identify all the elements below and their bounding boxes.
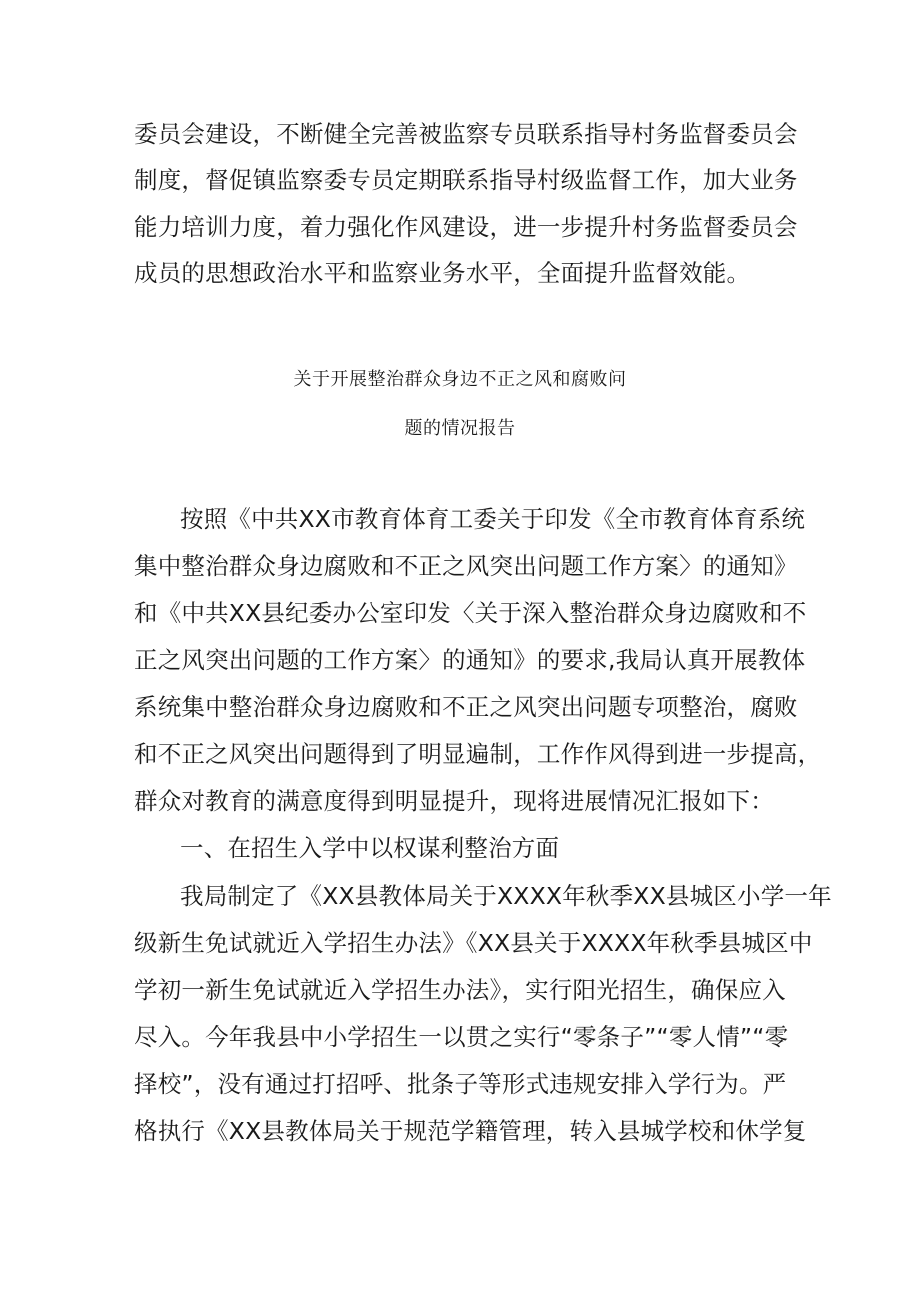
section-line: 尽入。今年我县中小学招生一以贯之实行“零条子”“零人情”“零 bbox=[134, 1023, 789, 1051]
paragraph-line: 成员的思想政治水平和监察业务水平，全面提升监督效能。 bbox=[134, 259, 751, 287]
intro-line: 系统集中整治群众身边腐败和不正之风突出问题专项整治，腐败 bbox=[134, 693, 798, 721]
paragraph-line: 制度，督促镇监察委专员定期联系指导村级监督工作，加大业务 bbox=[134, 166, 798, 194]
intro-line: 和《中共XX县纪委办公室印发〈关于深入整治群众身边腐败和不 bbox=[134, 599, 807, 627]
intro-line: 集中整治群众身边腐败和不正之风突出问题工作方案〉的通知》 bbox=[134, 552, 798, 580]
section-line: 级新生免试就近入学招生办法》《XX县关于XXXX年秋季县城区中 bbox=[134, 929, 813, 957]
intro-line: 群众对教育的满意度得到明显提升，现将进展情况汇报如下： bbox=[134, 787, 774, 815]
section-line: 择校”，没有通过打招呼、批条子等形式违规安排入学行为。严 bbox=[134, 1070, 787, 1098]
paragraph-line: 委员会建设，不断健全完善被监察专员联系指导村务监督委员会 bbox=[134, 120, 798, 148]
section-heading: 一、在招生入学中以权谋利整治方面 bbox=[180, 834, 560, 862]
section-line: 格执行《XX县教体局关于规范学籍管理，转入县城学校和休学复 bbox=[134, 1117, 807, 1145]
intro-line: 和不正之风突出问题得到了明显遍制，工作作风得到进一步提高， bbox=[134, 740, 822, 768]
intro-line: 正之风突出问题的工作方案〉的通知》的要求,我局认真开展教体 bbox=[134, 646, 806, 674]
paragraph-line: 能力培训力度，着力强化作风建设，进一步提升村务监督委员会 bbox=[134, 213, 798, 241]
report-title-line: 题的情况报告 bbox=[404, 418, 516, 439]
section-line: 我局制定了《XX县教体局关于XXXX年秋季XX县城区小学一年 bbox=[180, 882, 832, 910]
intro-line: 按照《中共XX市教育体育工委关于印发《全市教育体育系统 bbox=[180, 505, 806, 533]
section-line: 学初一新生免试就近入学招生办法》，实行阳光招生，确保应入 bbox=[134, 976, 786, 1004]
report-title-line: 关于开展整治群众身边不正之风和腐败问 bbox=[293, 369, 627, 390]
